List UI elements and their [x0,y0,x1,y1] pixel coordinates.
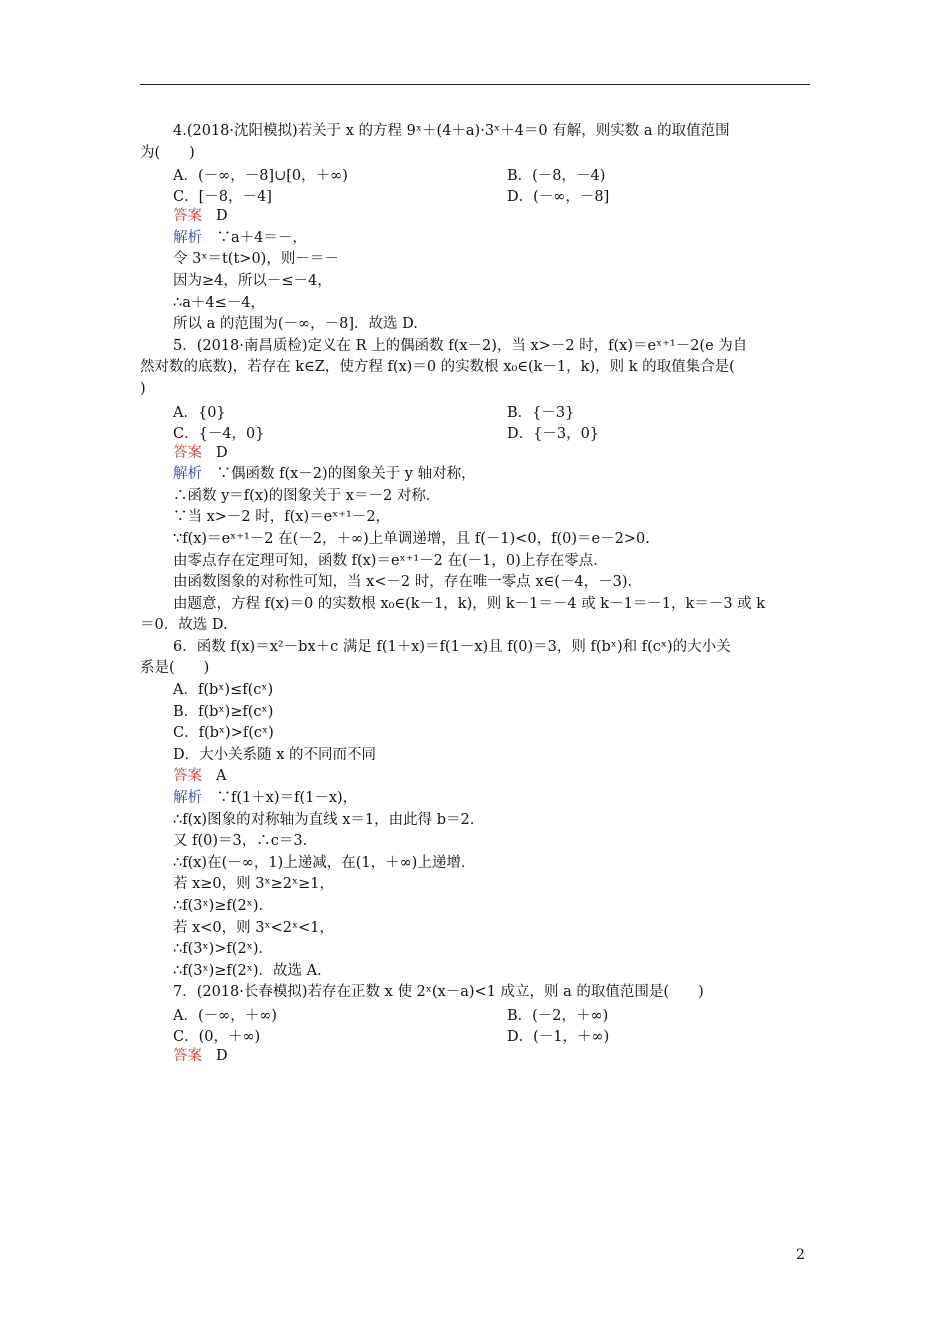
q6-answer-value: A [216,768,227,785]
q4-option-a: A．(－∞，－8]∪[0，＋∞) [173,168,348,185]
q7-answer-value: D [216,1047,228,1064]
answer-label: 答案 [173,444,202,461]
q5-option-a: A．{0} [173,404,226,421]
q7-option-a: A．(－∞，＋∞) [173,1007,277,1024]
q4-option-b: B．(－8，－4) [507,168,606,185]
q5-solution-line-6: 由函数图象的对称性可知，当 x<－2 时，存在唯一零点 x∈(－4，－3)． [173,574,643,591]
q6-answer [140,766,810,788]
q5-stem-line-2: 然对数的底数)，若存在 k∈Z，使方程 f(x)＝0 的实数根 x₀∈(k－1，k)，则 k 的取值集合是( [140,359,735,376]
header-rule [140,84,810,85]
q4-solution-line-2: 令 3ˣ＝t(t>0)，则－＝－ [173,251,339,268]
q4-option-d: D．(－∞，－8] [507,189,610,206]
q6-solution-line-1 [140,788,810,810]
q7-option-b: B．(－2，＋∞) [507,1007,609,1024]
q7-options-row-2 [140,1025,810,1046]
q6-option-b: B．f(bˣ)≥f(cˣ) [173,703,274,720]
q5-solution-line-2: ∴函数 y＝f(x)的图象关于 x＝－2 对称． [173,487,441,504]
q5-answer-value: D [216,444,228,461]
q7-option-d: D．(－1，＋∞) [507,1028,610,1045]
q5-solution-line-1 [140,464,810,486]
q4-stem-line-2: 为( ) [140,144,195,161]
q7-options-row-1 [140,1004,810,1025]
q6-solution-line-2: ∴f(x)图象的对称轴为直线 x＝1，由此得 b＝2. [173,811,475,828]
q4-stem-line-1: 4.(2018·沈阳模拟)若关于 x 的方程 9ˣ＋(4＋a)·3ˣ＋4＝0 有解，则实数 a 的取值范围 [173,123,730,139]
q7-answer [140,1046,810,1068]
q7-stem-line-1: 7．(2018·长春模拟)若存在正数 x 使 2ˣ(x－a)<1 成立，则 a 的取值范围是( ) [173,984,704,1001]
q6-solution-text-1: ∵f(1＋x)＝f(1－x)， [216,790,358,807]
q5-options-row-1 [140,401,810,422]
page-number: 2 [796,1247,805,1263]
q5-answer [140,443,810,465]
q5-option-c: C．{－4，0} [173,425,265,442]
analysis-label: 解析 [173,790,202,807]
q5-solution-line-8: ＝0．故选 D. [140,617,228,634]
q5-option-d: D．{－3，0} [507,425,600,442]
q4-options-row-2 [140,185,810,206]
q4-answer [140,206,810,228]
answer-label: 答案 [173,768,202,785]
q6-solution-line-7: 若 x<0，则 3ˣ<2ˣ<1， [173,919,335,936]
answer-label: 答案 [173,208,202,225]
q4-options-row-1 [140,164,810,185]
q5-options-row-2 [140,422,810,443]
q4-solution-text-1: ∵a＋4＝－， [216,229,307,246]
q4-solution-line-4: ∴a＋4≤－4， [173,294,265,311]
q6-solution-line-8: ∴f(3ˣ)>f(2ˣ)． [173,941,273,958]
q5-stem-line-3: ) [140,380,146,397]
q6-solution-line-5: 若 x≥0，则 3ˣ≥2ˣ≥1， [173,876,335,893]
q6-stem-line-1: 6．函数 f(x)＝x²－bx＋c 满足 f(1＋x)＝f(1－x)且 f(0)＝3，则 f(bˣ)和 f(cˣ)的大小关 [173,638,731,655]
q4-option-c: C．[－8，－4] [173,189,272,206]
q6-solution-line-4: ∴f(x)在(－∞，1)上递减，在(1，＋∞)上递增． [173,854,476,871]
q6-option-a: A．f(bˣ)≤f(cˣ) [173,682,274,699]
document-body [140,121,810,1068]
q5-solution-line-4: ∵f(x)＝eˣ⁺¹－2 在(－2，＋∞)上单调递增，且 f(－1)<0，f(0)＝e－2>0. [173,530,650,547]
q5-solution-line-3: ∵当 x>－2 时，f(x)＝eˣ⁺¹－2， [173,509,391,526]
q6-option-d: D．大小关系随 x 的不同而不同 [173,746,377,763]
q6-solution-line-3: 又 f(0)＝3，∴c＝3. [173,833,308,850]
q6-stem-line-2: 系是( ) [140,660,210,677]
q7-option-c: C．(0，＋∞) [173,1028,261,1045]
q5-solution-text-1: ∵偶函数 f(x－2)的图象关于 y 轴对称， [216,466,476,483]
q5-option-b: B．{－3} [507,404,575,421]
q4-solution-line-5: 所以 a 的范围为(－∞，－8]．故选 D. [173,316,418,333]
q4-solution-line-1 [140,228,810,250]
q6-option-c: C．f(bˣ)>f(cˣ) [173,725,274,742]
answer-label: 答案 [173,1047,202,1064]
analysis-label: 解析 [173,466,202,483]
q5-solution-line-5: 由零点存在定理可知，函数 f(x)＝eˣ⁺¹－2 在(－1，0)上存在零点． [173,552,608,569]
q5-solution-line-7: 由题意，方程 f(x)＝0 的实数根 x₀∈(k－1，k)，则 k－1＝－4 或 k－1＝－1，k＝－3 或 k [173,595,766,612]
q4-solution-line-3: 因为≥4，所以－≤－4， [173,272,332,289]
q6-solution-line-9: ∴f(3ˣ)≥f(2ˣ)．故选 A. [173,962,322,979]
q5-stem-line-1: 5．(2018·南昌质检)定义在 R 上的偶函数 f(x－2)，当 x>－2 时，f(x)＝eˣ⁺¹－2(e 为自 [173,337,748,354]
q4-answer-value: D [216,208,228,225]
analysis-label: 解析 [173,229,202,246]
q6-solution-line-6: ∴f(3ˣ)≥f(2ˣ)． [173,898,273,914]
